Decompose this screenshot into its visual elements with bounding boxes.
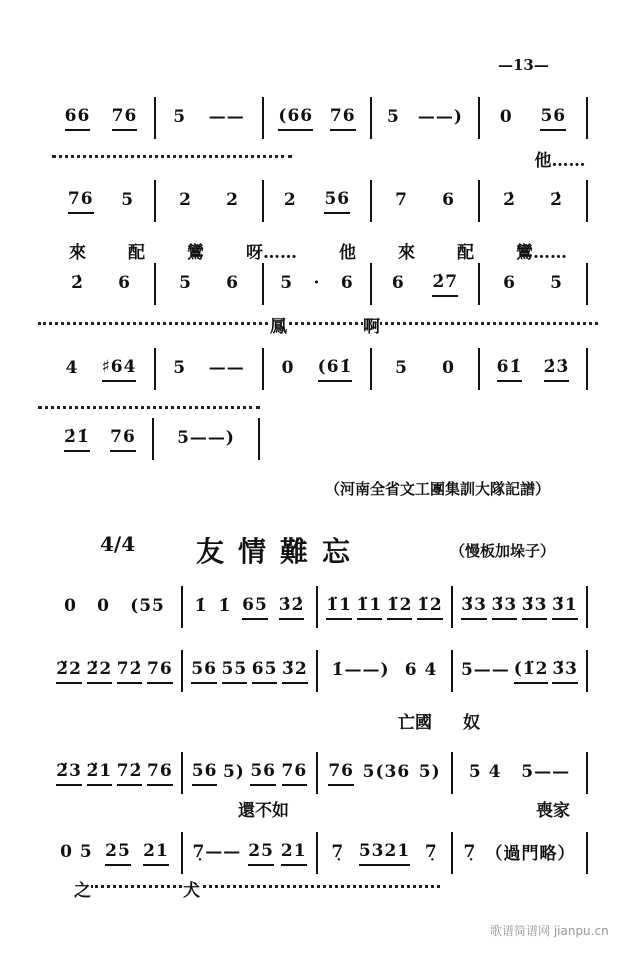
note: （過門略） [485,844,576,864]
note: 5) [418,761,441,782]
note: 7̣ [463,841,477,862]
transcription-credit: （河南全省文工團集訓大隊記譜） [325,480,551,498]
lyric-extension-dots [52,155,292,158]
lyric: 配 [128,243,145,263]
measure [154,422,258,456]
note: 1̈2 [387,595,413,620]
note: (1̈2 [514,659,549,684]
note: 6 [226,272,239,293]
note: 0 [97,595,110,616]
note: 5(36 [362,761,411,782]
lyric: 鸞 [187,243,204,263]
note: 2̈2 [87,659,113,684]
note: 56 [540,106,566,131]
measure [48,590,181,624]
lyric: 啊 [363,312,380,337]
note: 2̇ [550,189,563,210]
note: 2̇1̇ [64,427,90,452]
staff-line-5 [48,422,260,456]
measure [264,352,370,386]
note: 61̇ [497,357,523,382]
note: 3̈3 [461,595,487,620]
note: 25 [248,841,274,866]
note: 0 [442,357,455,378]
measure [264,184,370,218]
note: 76 [68,189,94,214]
note: —— [208,357,245,378]
measure [480,184,586,218]
note: 56 [324,189,350,214]
note: 76 [147,761,173,786]
lyrics-line-3 [270,312,380,337]
note: 56 [192,761,218,786]
note: 2 [226,189,239,210]
measure [318,836,451,870]
measure [264,267,370,301]
bar-line [586,348,588,390]
lyric: 鳳 [270,312,287,337]
staff-line-9 [48,836,588,870]
note: 2̇ [71,272,84,293]
staff-line-3 [48,267,588,301]
note: 6 [442,189,455,210]
lyrics-line-2 [48,238,588,263]
note: 2 [283,189,297,210]
note: 6 [118,272,131,293]
note: 2̈1 [87,761,113,786]
note: 5 [173,357,187,378]
measure [156,352,262,386]
lyrics-line-1 [520,146,600,171]
note: 72̇ [117,761,143,786]
lyric: 呀…… [246,243,297,263]
note: 76 [112,106,138,131]
note: 55 [222,659,248,684]
measure [48,756,181,790]
measure [264,101,370,135]
note: 1̈1 [357,595,383,620]
lyric: 來 [398,243,415,263]
note: 65 [252,659,278,684]
note: 7 [395,189,408,210]
bar-line [586,586,588,628]
note: 6 [503,272,516,293]
bar-line [586,650,588,692]
note: 3̈3 [522,595,548,620]
note: 76 [330,106,356,131]
lyric: 亡國 [398,713,432,733]
measure [183,756,316,790]
note: 1̇ [194,595,208,616]
note: 5 [395,357,408,378]
measure [453,654,586,688]
note: —— [208,106,245,127]
note: 3̇2̇ [279,595,305,620]
note: 56 [191,659,217,684]
staff-line-6 [48,590,588,624]
lyric: 之 [74,876,91,901]
note: 5321 [359,841,410,866]
note: 76 [282,761,308,786]
note: 2 [179,189,192,210]
song-title: 友情難忘 [196,535,365,568]
note: 3̈1 [552,595,578,620]
note: 65 [242,595,268,620]
note: 56 [250,761,276,786]
time-signature: 4/4 [100,532,136,556]
measure [480,101,586,135]
measure [480,352,586,386]
measure [156,101,262,135]
bar-line [586,752,588,794]
measure [318,590,451,624]
note: 5—— [460,659,510,680]
staff-line-8 [48,756,588,790]
note: 5 [173,106,187,127]
note: 0 [281,357,295,378]
note: 5 [121,189,135,210]
measure [48,352,154,386]
note: 2̈2 [56,659,82,684]
note: 66 [65,106,91,131]
note: 5 [280,272,294,293]
note: 1̈1 [326,595,352,620]
measure [372,184,478,218]
note: 2̇ [503,189,516,210]
lyrics-line-7 [398,708,480,733]
note: (66 [278,106,313,131]
note: 76 [328,761,354,786]
note: 5——) [177,427,235,448]
staff-line-4 [48,352,588,386]
note: 0 [499,106,513,127]
lyric: 他 [339,243,356,263]
bar-line [586,832,588,874]
note: 3̈3 [492,595,518,620]
note: 5 [387,106,400,127]
measure [48,654,181,688]
note: 1̈2 [417,595,443,620]
note: 0 [64,595,77,616]
note: 5 4 [468,761,502,782]
measure [480,267,586,301]
bar-line [258,418,260,460]
note: 21 [281,841,307,866]
staff-line-1 [48,101,588,135]
lyrics-line-9 [74,876,200,901]
measure [48,101,154,135]
staff-line-2 [48,184,588,218]
bar-line [586,263,588,305]
watermark: 歌谱简谱网 jianpu.cn [490,924,609,938]
note: 76 [147,659,173,684]
measure [48,422,152,456]
note: (55 [130,595,165,616]
note: 21 [143,841,169,866]
note: · [313,272,321,293]
measure [318,756,451,790]
lyric: 犬 [183,876,200,901]
measure [183,654,316,688]
note: 5—— [521,761,571,782]
lyric: 如 [272,801,289,821]
note: 7̣ [424,841,438,862]
note: ♯64 [102,357,137,382]
measure [453,836,586,870]
note: 76 [110,427,136,452]
page-number: —13— [498,56,549,74]
note: 6 [340,272,354,293]
note: 3̈2 [282,659,308,684]
note: 3̈3 [552,659,578,684]
note: 5 [550,272,563,293]
note: 7̣ [331,841,345,862]
lyrics-line-8 [238,796,570,821]
note: 5) [222,761,245,782]
lyric: 他…… [534,151,586,171]
measure [48,267,154,301]
note: 7̣—— [192,841,242,862]
lyric: 不 [255,801,272,821]
measure [453,756,586,790]
lyric: 喪 [536,801,553,821]
note: 6 [391,272,405,293]
measure [183,836,316,870]
lyric: 家 [553,801,570,821]
note: 1̇ [218,595,232,616]
note: 4 [65,357,79,378]
note: 2̈3 [56,761,82,786]
note: ——) [417,106,463,127]
note: 72̇ [117,659,143,684]
measure [453,590,586,624]
measure [372,101,478,135]
lyric: 還 [238,801,255,821]
note: 2̇3̇ [544,357,570,382]
note: (61̇ [318,357,353,382]
lyric: 配 [457,243,474,263]
measure [156,184,262,218]
note: 0 5 [60,841,93,862]
staff-line-7 [48,654,588,688]
note: 6 4 [404,659,438,680]
note: 2̇7 [432,272,458,297]
measure [48,184,154,218]
bar-line [586,180,588,222]
note: 25 [105,841,131,866]
lyric: 來 [69,243,86,263]
lyric: 鸞…… [516,243,567,263]
measure [372,352,478,386]
note: 5 [179,272,192,293]
measure [48,836,181,870]
note: 1̇——) [331,659,390,680]
lyric-extension-dots [38,406,260,409]
bar-line [586,97,588,139]
measure [156,267,262,301]
lyric: 奴 [463,713,480,733]
measure [183,590,316,624]
measure [318,654,451,688]
tempo-marking: （慢板加垛子） [450,542,556,560]
measure [372,267,478,301]
